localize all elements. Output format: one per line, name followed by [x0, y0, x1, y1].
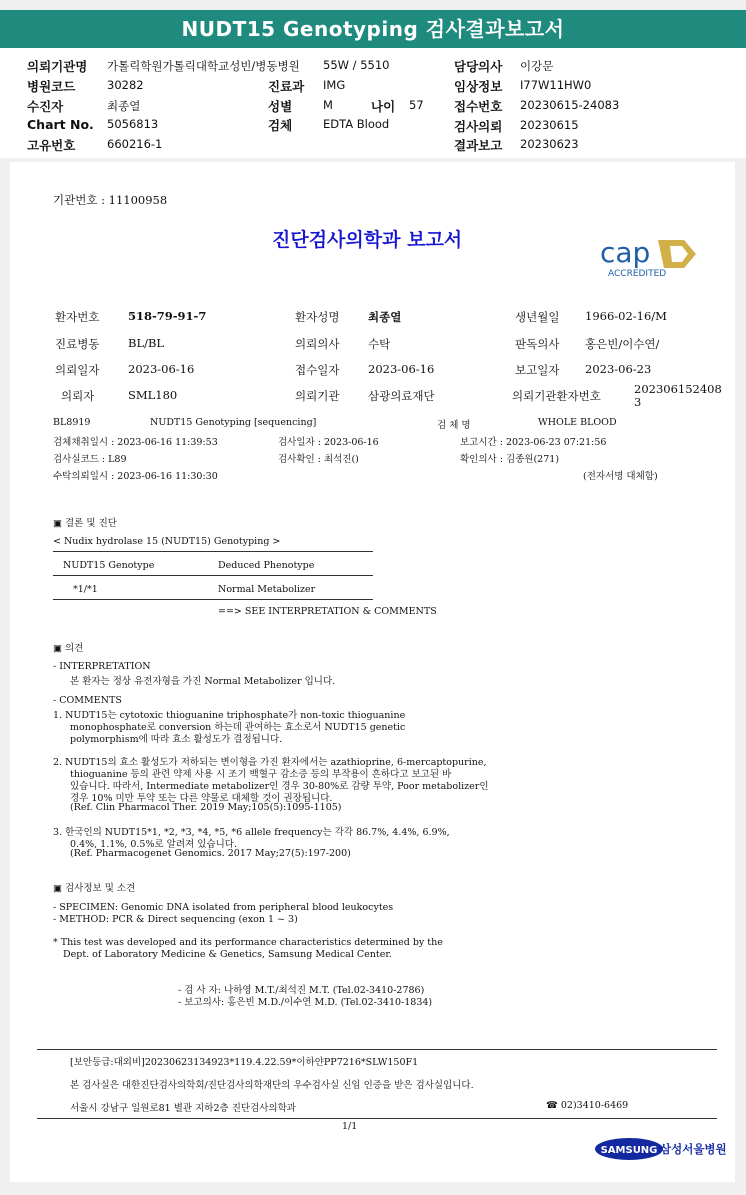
sex-value: M	[323, 98, 333, 112]
tester: - 검 사 자: 나하영 M.T./최석진 M.T. (Tel.02-3410-2786)	[178, 985, 425, 996]
inst-pt-line2: 3	[634, 395, 642, 409]
page-number: 1/1	[342, 1121, 358, 1132]
ward-label: 진료병동	[55, 337, 100, 351]
table-rule-mid	[53, 575, 373, 576]
rpt-date-label: 보고일자	[515, 363, 560, 377]
consign-time: 수탁의뢰일시 : 2023-06-16 11:30:30	[53, 471, 218, 482]
interpretation-title: - INTERPRETATION	[53, 661, 151, 672]
patient-info-panel	[0, 48, 746, 158]
doctor-value: 이강문	[520, 59, 554, 73]
cert-line: 본 검사실은 대한진단검사의학회/진단검사의학재단의 우수검사실 신임 인증을 받은 검사실입니다.	[70, 1080, 474, 1091]
name-label: 환자성명	[295, 310, 340, 324]
hospcode-label: 병원코드	[27, 79, 76, 94]
request-label: 검사의뢰	[454, 119, 503, 134]
req-date-label: 의뢰일자	[55, 363, 100, 377]
samsung-logo	[594, 1137, 664, 1161]
report-page	[10, 162, 735, 1182]
sex-label: 성별	[268, 99, 293, 114]
security-line: [보안등급:대외비]20230623134923*119.4.22.59*이하얀PP7216*SLW150F1	[70, 1057, 419, 1068]
comments-title: - COMMENTS	[53, 695, 122, 706]
chart-value: 5056813	[107, 117, 159, 131]
institution-value: 가톨릭학원가톨릭대학교성빈/병동병원	[107, 59, 300, 73]
comment-2-line-2: thioguanine 등의 관련 약제 사용 시 조기 백혈구 감소증 등의 부작용이 흔하다고 보고된 바	[70, 769, 452, 780]
req-doctor: 수탁	[368, 337, 391, 351]
info-specimen: - SPECIMEN: Genomic DNA isolated from peripheral blood leukocytes	[53, 902, 394, 913]
conclusion-heading: ▣ 결론 및 진단	[53, 518, 117, 529]
dob-label: 생년월일	[515, 310, 560, 324]
institution-label: 의뢰기관명	[27, 59, 88, 74]
result-value: 20230623	[520, 137, 579, 151]
inst: 삼광의료재단	[368, 389, 435, 403]
cap-logo-sub: ACCREDITED	[608, 269, 667, 278]
info-heading: ▣ 검사정보 및 소견	[53, 883, 136, 894]
info-note-1: * This test was developed and its performance characteristics determined by the	[53, 937, 443, 948]
comment-2-line-1: 2. NUDT15의 효소 활성도가 저하되는 변이형을 가진 환자에서는 azathioprine, 6-mercaptopurine,	[53, 757, 487, 768]
dept-value: IMG	[323, 78, 346, 92]
specimen-value: EDTA Blood	[323, 117, 390, 131]
cap-logo-text: cap	[600, 236, 651, 269]
result-label: 결과보고	[454, 138, 503, 153]
req-doctor-label: 의뢰의사	[295, 337, 340, 351]
clinical-label: 임상정보	[454, 79, 503, 94]
page-title: NUDT15 Genotyping 검사결과보고서	[181, 17, 565, 41]
test-date: 검사일자 : 2023-06-16	[278, 437, 379, 448]
hospcode-value: 30282	[107, 78, 144, 92]
rcpt-date: 2023-06-16	[368, 362, 435, 376]
info-note-2: Dept. of Laboratory Medicine & Genetics, Samsung Medical Center.	[63, 949, 392, 960]
dob: 1966-02-16/M	[585, 309, 667, 323]
examinee-value: 최종열	[107, 99, 141, 113]
age-label: 나이	[371, 99, 396, 114]
reader: 홍은빈/이수연/	[585, 337, 660, 351]
patient-no: 518-79-91-7	[128, 309, 207, 323]
rcpt-date-label: 접수일자	[295, 363, 340, 377]
uid-label: 고유번호	[27, 138, 76, 153]
interpretation-text: 본 환자는 정상 유전자형을 가진 Normal Metabolizer 입니다.	[70, 676, 336, 687]
phenotype-header: Deduced Phenotype	[218, 560, 315, 571]
comment-3-line-1: 3. 한국인의 NUDT15*1, *2, *3, *4, *5, *6 allele frequency는 각각 86.7%, 4.4%, 6.9%,	[53, 827, 450, 838]
patient-no-label: 환자번호	[55, 310, 100, 324]
name: 최종열	[368, 310, 402, 324]
address-line: 서울시 강남구 일원로81 별관 지하2층 진단검사의학과	[70, 1103, 296, 1114]
clinical-value: I77W11HW0	[520, 78, 592, 92]
chart-label: Chart No.	[27, 117, 94, 132]
genotype-header: NUDT15 Genotype	[63, 560, 155, 571]
age-value: 57	[409, 98, 424, 112]
rpt-date: 2023-06-23	[585, 362, 652, 376]
comment-2-line-5: (Ref. Clin Pharmacol Ther. 2019 May;105(5):1095-1105)	[70, 802, 342, 813]
collect-time: 검체채취일시 : 2023-06-16 11:39:53	[53, 437, 218, 448]
footer-rule	[37, 1049, 717, 1050]
opinion-heading: ▣ 의견	[53, 643, 84, 654]
inst-pt-line1: 202306152408	[634, 382, 722, 396]
comment-3-line-2: 0.4%, 1.1%, 0.5%로 알려져 있습니다.	[70, 839, 237, 850]
samsung-logo-text: SAMSUNG	[600, 1145, 658, 1156]
phenotype-value: Normal Metabolizer	[218, 584, 316, 595]
test-specimen-label: 검 체 명	[437, 420, 471, 431]
inst-pt-label: 의뢰기관환자번호	[512, 389, 601, 403]
comment-1-line-1: 1. NUDT15는 cytotoxic thioguanine triphosphate가 non-toxic thioguanine	[53, 710, 406, 721]
ward-value: 55W / 5510	[323, 58, 390, 72]
conclusion-subtitle: < Nudix hydrolase 15 (NUDT15) Genotyping >	[53, 536, 281, 547]
org-number: 기관번호 : 11100958	[53, 193, 168, 207]
comment-3-line-3: (Ref. Pharmacogenet Genomics. 2017 May;27(5):197-200)	[70, 848, 351, 859]
doctor-label: 담당의사	[454, 59, 503, 74]
room-code: 검사실코드 : L89	[53, 454, 127, 465]
test-specimen: WHOLE BLOOD	[538, 417, 617, 428]
req-date: 2023-06-16	[128, 362, 195, 376]
inst-label: 의뢰기관	[295, 389, 340, 403]
comment-2-line-4: 경우 10% 미만 투약 또는 다른 약물로 대체할 것이 권장됩니다.	[70, 793, 333, 804]
comment-2-line-3: 있습니다. 따라서, Intermediate metabolizer인 경우 30-80%로 감량 투약, Poor metabolizer인	[70, 781, 489, 792]
request-value: 20230615	[520, 118, 579, 132]
reader-label: 판독의사	[515, 337, 560, 351]
report-title: 진단검사의학과 보고서	[272, 229, 463, 251]
requester: SML180	[128, 388, 178, 402]
test-name: NUDT15 Genotyping [sequencing]	[150, 417, 317, 428]
receipt-value: 20230615-24083	[520, 98, 620, 112]
ward: BL/BL	[128, 336, 165, 350]
receipt-label: 접수번호	[454, 99, 503, 114]
see-interpretation: ==> SEE INTERPRETATION & COMMENTS	[218, 606, 437, 617]
comment-1-line-3: polymorphism에 따라 효소 활성도가 결정됩니다.	[70, 734, 283, 745]
examinee-label: 수진자	[27, 99, 64, 114]
hospital-name: 삼성서울병원	[660, 1142, 727, 1156]
report-time: 보고시간 : 2023-06-23 07:21:56	[460, 437, 607, 448]
e-sign: (전자서명 대체함)	[583, 471, 658, 482]
cap-accredited-logo	[600, 232, 710, 278]
genotype-value: *1/*1	[73, 584, 98, 595]
specimen-label: 검체	[268, 118, 293, 133]
table-rule-top	[53, 551, 373, 552]
requester-label: 의뢰자	[61, 389, 95, 403]
uid-value: 660216-1	[107, 137, 163, 151]
table-rule-bottom	[53, 599, 373, 600]
test-code: BL8919	[53, 417, 91, 428]
info-method: - METHOD: PCR & Direct sequencing (exon 1 ~ 3)	[53, 914, 298, 925]
footer-rule-2	[37, 1118, 717, 1119]
confirm: 검사확인 : 최석진()	[278, 454, 359, 465]
comment-1-line-2: monophosphate로 conversion 하는데 관여하는 효소로서 NUDT15 genetic	[70, 722, 406, 733]
confirmer: 확인의사 : 김종원(271)	[460, 454, 560, 465]
reporter: - 보고의사: 홍은빈 M.D./이수연 M.D. (Tel.02-3410-1834)	[178, 997, 433, 1008]
phone-line: ☎ 02)3410-6469	[546, 1100, 629, 1111]
dept-label: 진료과	[268, 79, 305, 94]
